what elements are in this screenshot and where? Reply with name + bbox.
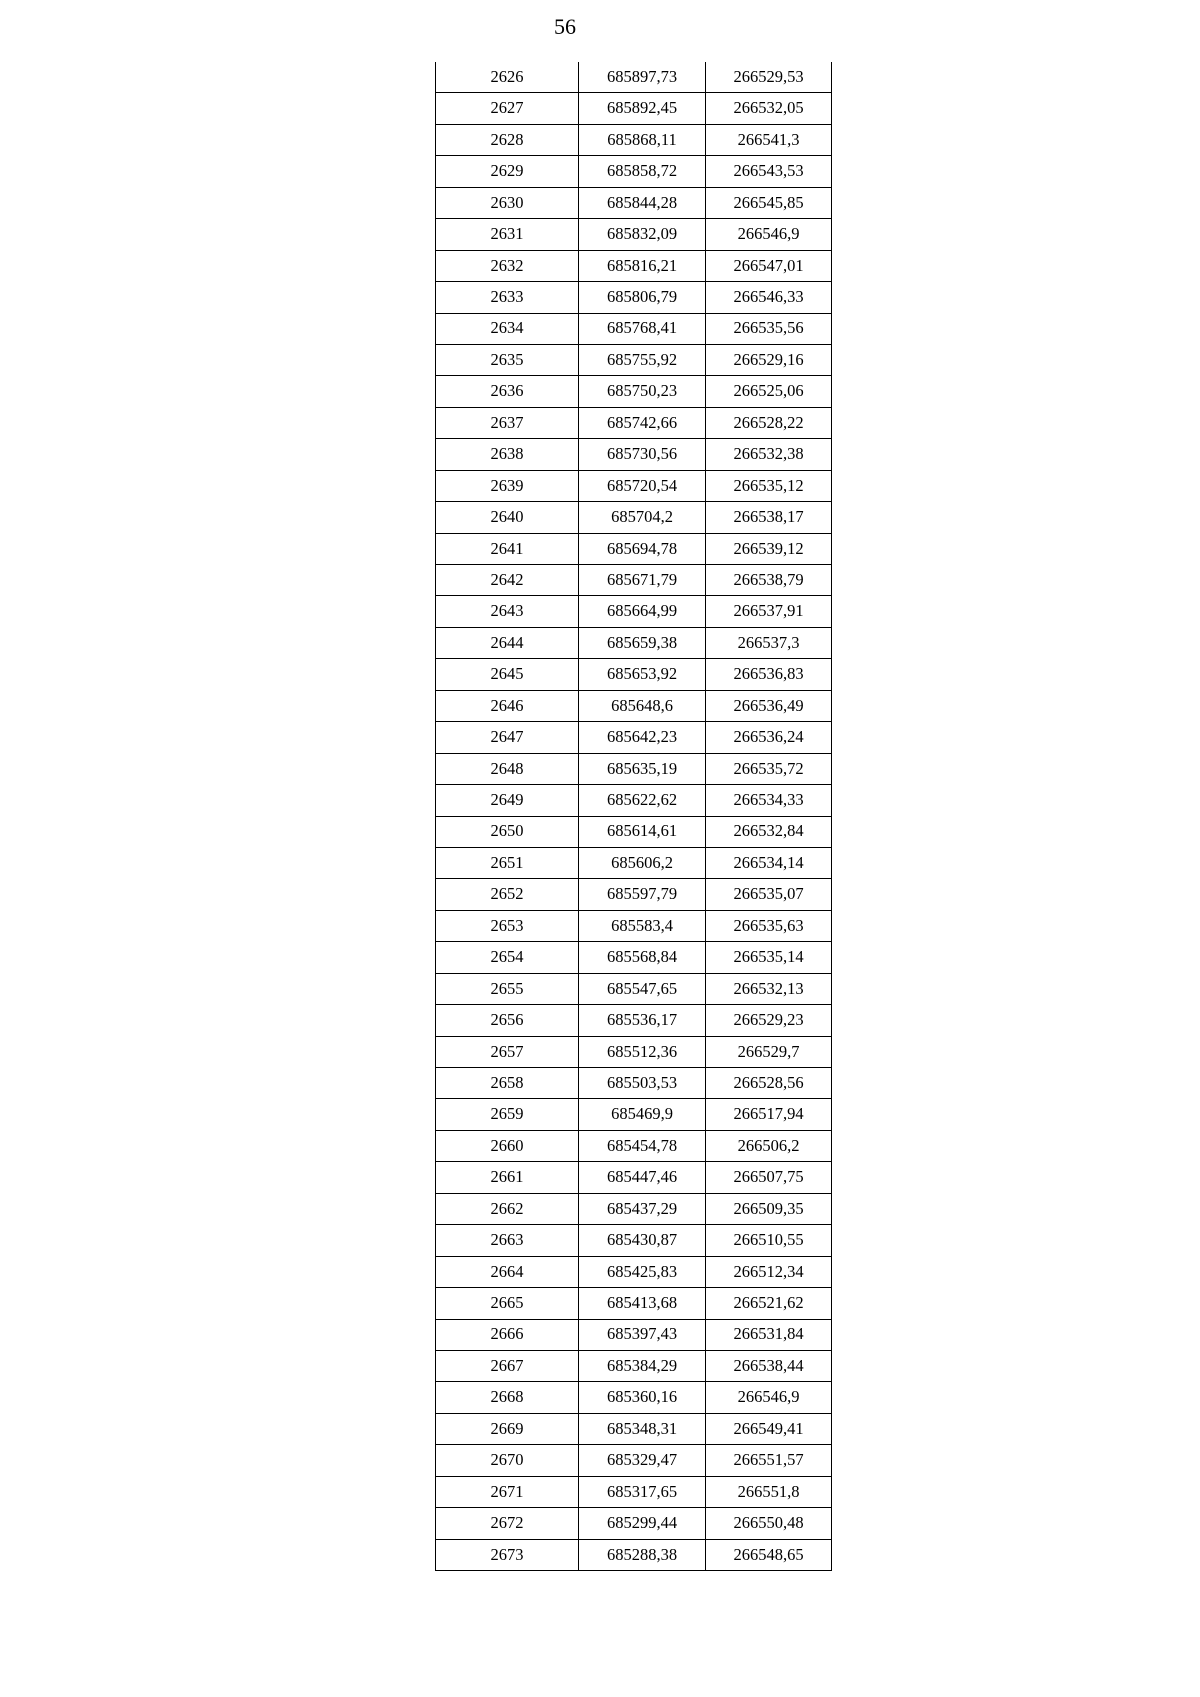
x-coordinate-cell: 685755,92 [579, 344, 706, 375]
x-coordinate-cell: 685384,29 [579, 1350, 706, 1381]
table-row [436, 722, 832, 753]
x-coordinate-cell: 685730,56 [579, 439, 706, 470]
table-row [436, 910, 832, 941]
y-coordinate-cell: 266512,34 [706, 1256, 832, 1287]
point-number-cell: 2672 [436, 1508, 579, 1539]
x-coordinate-cell: 685742,66 [579, 407, 706, 438]
x-coordinate-cell: 685454,78 [579, 1130, 706, 1161]
y-coordinate-cell: 266534,33 [706, 785, 832, 816]
coordinates-table-body [436, 62, 832, 1571]
x-coordinate-cell: 685704,2 [579, 502, 706, 533]
y-coordinate-cell: 266532,05 [706, 93, 832, 124]
y-coordinate-cell: 266547,01 [706, 250, 832, 281]
point-number-cell: 2661 [436, 1162, 579, 1193]
y-coordinate-cell: 266546,33 [706, 282, 832, 313]
x-coordinate-cell: 685430,87 [579, 1225, 706, 1256]
point-number-cell: 2639 [436, 470, 579, 501]
x-coordinate-cell: 685635,19 [579, 753, 706, 784]
x-coordinate-cell: 685413,68 [579, 1288, 706, 1319]
x-coordinate-cell: 685642,23 [579, 722, 706, 753]
table-row [436, 942, 832, 973]
point-number-cell: 2659 [436, 1099, 579, 1130]
y-coordinate-cell: 266529,7 [706, 1036, 832, 1067]
point-number-cell: 2628 [436, 124, 579, 155]
y-coordinate-cell: 266537,3 [706, 627, 832, 658]
x-coordinate-cell: 685288,38 [579, 1539, 706, 1570]
table-row [436, 1225, 832, 1256]
point-number-cell: 2663 [436, 1225, 579, 1256]
x-coordinate-cell: 685653,92 [579, 659, 706, 690]
x-coordinate-cell: 685720,54 [579, 470, 706, 501]
y-coordinate-cell: 266529,53 [706, 62, 832, 93]
table-row [436, 1068, 832, 1099]
x-coordinate-cell: 685768,41 [579, 313, 706, 344]
table-row [436, 1445, 832, 1476]
y-coordinate-cell: 266529,16 [706, 344, 832, 375]
y-coordinate-cell: 266521,62 [706, 1288, 832, 1319]
point-number-cell: 2668 [436, 1382, 579, 1413]
table-row [436, 1350, 832, 1381]
point-number-cell: 2651 [436, 847, 579, 878]
point-number-cell: 2638 [436, 439, 579, 470]
table-row [436, 219, 832, 250]
y-coordinate-cell: 266545,85 [706, 187, 832, 218]
point-number-cell: 2646 [436, 690, 579, 721]
x-coordinate-cell: 685694,78 [579, 533, 706, 564]
x-coordinate-cell: 685547,65 [579, 973, 706, 1004]
point-number-cell: 2633 [436, 282, 579, 313]
point-number-cell: 2670 [436, 1445, 579, 1476]
x-coordinate-cell: 685425,83 [579, 1256, 706, 1287]
point-number-cell: 2666 [436, 1319, 579, 1350]
x-coordinate-cell: 685503,53 [579, 1068, 706, 1099]
x-coordinate-cell: 685299,44 [579, 1508, 706, 1539]
y-coordinate-cell: 266539,12 [706, 533, 832, 564]
point-number-cell: 2649 [436, 785, 579, 816]
table-row [436, 470, 832, 501]
x-coordinate-cell: 685536,17 [579, 1005, 706, 1036]
y-coordinate-cell: 266510,55 [706, 1225, 832, 1256]
table-row [436, 1476, 832, 1507]
point-number-cell: 2669 [436, 1413, 579, 1444]
table-row [436, 187, 832, 218]
y-coordinate-cell: 266543,53 [706, 156, 832, 187]
y-coordinate-cell: 266528,56 [706, 1068, 832, 1099]
table-row [436, 1130, 832, 1161]
y-coordinate-cell: 266536,24 [706, 722, 832, 753]
point-number-cell: 2630 [436, 187, 579, 218]
table-row [436, 1193, 832, 1224]
x-coordinate-cell: 685892,45 [579, 93, 706, 124]
point-number-cell: 2629 [436, 156, 579, 187]
table-row [436, 1539, 832, 1570]
table-row [436, 376, 832, 407]
table-row [436, 124, 832, 155]
x-coordinate-cell: 685622,62 [579, 785, 706, 816]
y-coordinate-cell: 266531,84 [706, 1319, 832, 1350]
y-coordinate-cell: 266506,2 [706, 1130, 832, 1161]
point-number-cell: 2664 [436, 1256, 579, 1287]
point-number-cell: 2665 [436, 1288, 579, 1319]
x-coordinate-cell: 685469,9 [579, 1099, 706, 1130]
y-coordinate-cell: 266535,07 [706, 879, 832, 910]
point-number-cell: 2645 [436, 659, 579, 690]
y-coordinate-cell: 266535,14 [706, 942, 832, 973]
table-row [436, 344, 832, 375]
point-number-cell: 2671 [436, 1476, 579, 1507]
x-coordinate-cell: 685447,46 [579, 1162, 706, 1193]
x-coordinate-cell: 685750,23 [579, 376, 706, 407]
point-number-cell: 2657 [436, 1036, 579, 1067]
table-row [436, 156, 832, 187]
y-coordinate-cell: 266538,79 [706, 565, 832, 596]
y-coordinate-cell: 266538,44 [706, 1350, 832, 1381]
table-row [436, 627, 832, 658]
table-row [436, 847, 832, 878]
y-coordinate-cell: 266509,35 [706, 1193, 832, 1224]
point-number-cell: 2653 [436, 910, 579, 941]
table-row [436, 407, 832, 438]
point-number-cell: 2650 [436, 816, 579, 847]
point-number-cell: 2662 [436, 1193, 579, 1224]
table-row [436, 565, 832, 596]
y-coordinate-cell: 266548,65 [706, 1539, 832, 1570]
y-coordinate-cell: 266535,72 [706, 753, 832, 784]
x-coordinate-cell: 685858,72 [579, 156, 706, 187]
y-coordinate-cell: 266528,22 [706, 407, 832, 438]
x-coordinate-cell: 685671,79 [579, 565, 706, 596]
point-number-cell: 2635 [436, 344, 579, 375]
y-coordinate-cell: 266535,63 [706, 910, 832, 941]
table-row [436, 1099, 832, 1130]
x-coordinate-cell: 685329,47 [579, 1445, 706, 1476]
table-row [436, 93, 832, 124]
table-row [436, 533, 832, 564]
point-number-cell: 2634 [436, 313, 579, 344]
table-row [436, 816, 832, 847]
x-coordinate-cell: 685897,73 [579, 62, 706, 93]
y-coordinate-cell: 266534,14 [706, 847, 832, 878]
x-coordinate-cell: 685583,4 [579, 910, 706, 941]
point-number-cell: 2640 [436, 502, 579, 533]
point-number-cell: 2631 [436, 219, 579, 250]
point-number-cell: 2641 [436, 533, 579, 564]
table-row [436, 753, 832, 784]
point-number-cell: 2642 [436, 565, 579, 596]
table-row [436, 250, 832, 281]
point-number-cell: 2655 [436, 973, 579, 1004]
point-number-cell: 2656 [436, 1005, 579, 1036]
y-coordinate-cell: 266550,48 [706, 1508, 832, 1539]
table-row [436, 1413, 832, 1444]
x-coordinate-cell: 685348,31 [579, 1413, 706, 1444]
point-number-cell: 2632 [436, 250, 579, 281]
point-number-cell: 2667 [436, 1350, 579, 1381]
y-coordinate-cell: 266532,13 [706, 973, 832, 1004]
y-coordinate-cell: 266535,56 [706, 313, 832, 344]
point-number-cell: 2644 [436, 627, 579, 658]
y-coordinate-cell: 266532,84 [706, 816, 832, 847]
table-row [436, 596, 832, 627]
point-number-cell: 2636 [436, 376, 579, 407]
x-coordinate-cell: 685868,11 [579, 124, 706, 155]
y-coordinate-cell: 266536,49 [706, 690, 832, 721]
y-coordinate-cell: 266529,23 [706, 1005, 832, 1036]
y-coordinate-cell: 266525,06 [706, 376, 832, 407]
x-coordinate-cell: 685597,79 [579, 879, 706, 910]
table-row [436, 313, 832, 344]
point-number-cell: 2673 [436, 1539, 579, 1570]
table-row [436, 62, 832, 93]
y-coordinate-cell: 266507,75 [706, 1162, 832, 1193]
point-number-cell: 2643 [436, 596, 579, 627]
x-coordinate-cell: 685437,29 [579, 1193, 706, 1224]
table-row [436, 1036, 832, 1067]
table-row [436, 1319, 832, 1350]
table-row [436, 1005, 832, 1036]
table-row [436, 785, 832, 816]
x-coordinate-cell: 685606,2 [579, 847, 706, 878]
table-row [436, 1288, 832, 1319]
y-coordinate-cell: 266535,12 [706, 470, 832, 501]
x-coordinate-cell: 685360,16 [579, 1382, 706, 1413]
table-row [436, 1162, 832, 1193]
x-coordinate-cell: 685397,43 [579, 1319, 706, 1350]
table-row [436, 1508, 832, 1539]
table-row [436, 879, 832, 910]
y-coordinate-cell: 266549,41 [706, 1413, 832, 1444]
y-coordinate-cell: 266517,94 [706, 1099, 832, 1130]
point-number-cell: 2654 [436, 942, 579, 973]
point-number-cell: 2660 [436, 1130, 579, 1161]
point-number-cell: 2627 [436, 93, 579, 124]
y-coordinate-cell: 266538,17 [706, 502, 832, 533]
point-number-cell: 2648 [436, 753, 579, 784]
x-coordinate-cell: 685648,6 [579, 690, 706, 721]
table-row [436, 659, 832, 690]
y-coordinate-cell: 266551,57 [706, 1445, 832, 1476]
x-coordinate-cell: 685317,65 [579, 1476, 706, 1507]
table-row [436, 690, 832, 721]
y-coordinate-cell: 266536,83 [706, 659, 832, 690]
point-number-cell: 2652 [436, 879, 579, 910]
x-coordinate-cell: 685568,84 [579, 942, 706, 973]
x-coordinate-cell: 685614,61 [579, 816, 706, 847]
x-coordinate-cell: 685659,38 [579, 627, 706, 658]
table-row [436, 502, 832, 533]
point-number-cell: 2647 [436, 722, 579, 753]
y-coordinate-cell: 266551,8 [706, 1476, 832, 1507]
y-coordinate-cell: 266541,3 [706, 124, 832, 155]
table-row [436, 439, 832, 470]
point-number-cell: 2658 [436, 1068, 579, 1099]
x-coordinate-cell: 685664,99 [579, 596, 706, 627]
table-row [436, 282, 832, 313]
y-coordinate-cell: 266537,91 [706, 596, 832, 627]
coordinates-table [435, 62, 832, 1571]
page-number: 56 [554, 14, 576, 39]
x-coordinate-cell: 685832,09 [579, 219, 706, 250]
x-coordinate-cell: 685512,36 [579, 1036, 706, 1067]
x-coordinate-cell: 685806,79 [579, 282, 706, 313]
y-coordinate-cell: 266546,9 [706, 1382, 832, 1413]
table-row [436, 1382, 832, 1413]
point-number-cell: 2626 [436, 62, 579, 93]
table-row [436, 973, 832, 1004]
point-number-cell: 2637 [436, 407, 579, 438]
y-coordinate-cell: 266546,9 [706, 219, 832, 250]
y-coordinate-cell: 266532,38 [706, 439, 832, 470]
x-coordinate-cell: 685844,28 [579, 187, 706, 218]
x-coordinate-cell: 685816,21 [579, 250, 706, 281]
table-row [436, 1256, 832, 1287]
